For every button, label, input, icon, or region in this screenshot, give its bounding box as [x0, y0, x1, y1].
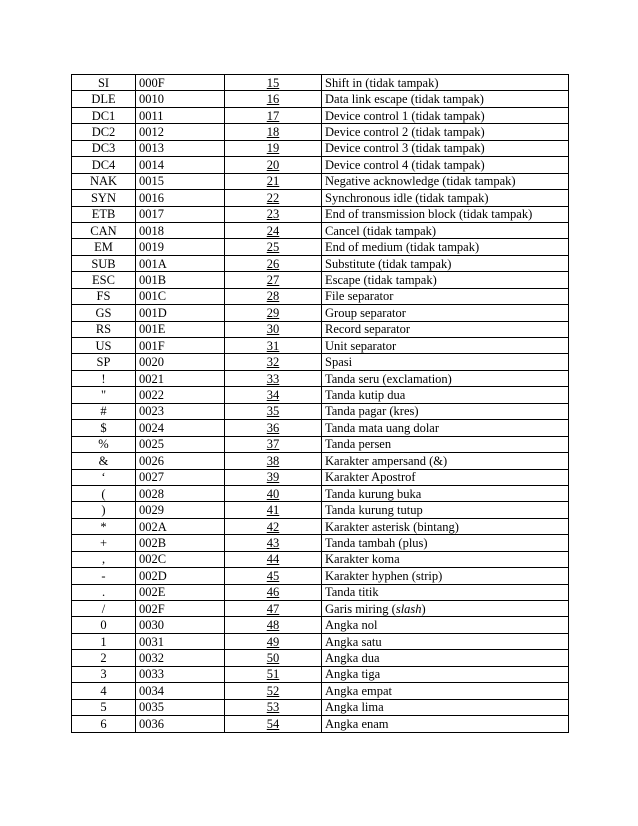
hex-code-cell: 0032 [136, 650, 225, 666]
description-text: Tanda titik [325, 585, 379, 600]
description-text: Synchronous idle (tidak tampak) [325, 190, 489, 205]
hex-code-cell: 0035 [136, 699, 225, 715]
table-row [72, 206, 569, 222]
description-cell [322, 699, 569, 715]
hex-code-cell: 0034 [136, 683, 225, 699]
description-italic-text: slash [395, 601, 422, 616]
description-text: Karakter koma [325, 552, 400, 567]
table-row [72, 387, 569, 403]
description-cell [322, 91, 569, 107]
table-row [72, 173, 569, 189]
description-text: Angka satu [325, 634, 382, 649]
description-text: Device control 1 (tidak tampak) [325, 108, 485, 123]
decimal-code-cell: 48 [225, 617, 322, 633]
table-row [72, 453, 569, 469]
description-text: Tanda tambah (plus) [325, 535, 428, 550]
hex-code-cell: 0011 [136, 107, 225, 123]
symbol-cell: & [72, 453, 136, 469]
hex-code-cell: 0025 [136, 436, 225, 452]
description-cell [322, 321, 569, 337]
hex-code-cell: 0033 [136, 666, 225, 682]
description-cell [322, 650, 569, 666]
table-row [72, 584, 569, 600]
description-cell [322, 666, 569, 682]
symbol-cell: + [72, 535, 136, 551]
description-text: Negative acknowledge (tidak tampak) [325, 174, 516, 189]
decimal-code-cell: 46 [225, 584, 322, 600]
table-row [72, 338, 569, 354]
description-cell [322, 157, 569, 173]
symbol-cell: US [72, 338, 136, 354]
symbol-cell: / [72, 601, 136, 617]
description-text: Cancel (tidak tampak) [325, 223, 437, 238]
decimal-code-cell: 20 [225, 157, 322, 173]
symbol-cell: 1 [72, 633, 136, 649]
description-cell [322, 469, 569, 485]
table-row [72, 305, 569, 321]
description-text: ) [421, 601, 426, 616]
hex-code-cell: 0022 [136, 387, 225, 403]
decimal-code-cell: 49 [225, 633, 322, 649]
symbol-cell: $ [72, 420, 136, 436]
symbol-cell: ! [72, 370, 136, 386]
description-cell [322, 568, 569, 584]
description-cell [322, 140, 569, 156]
hex-code-cell: 002E [136, 584, 225, 600]
description-text: End of medium (tidak tampak) [325, 240, 480, 255]
description-text: Data link escape (tidak tampak) [325, 92, 484, 107]
symbol-cell: 0 [72, 617, 136, 633]
symbol-cell: * [72, 518, 136, 534]
description-cell [322, 206, 569, 222]
description-cell [322, 683, 569, 699]
table-row [72, 354, 569, 370]
description-cell [322, 107, 569, 123]
description-cell [322, 601, 569, 617]
symbol-cell: ) [72, 502, 136, 518]
symbol-cell: SUB [72, 255, 136, 271]
symbol-cell: DLE [72, 91, 136, 107]
description-cell [322, 403, 569, 419]
hex-code-cell: 002A [136, 518, 225, 534]
decimal-code-cell: 23 [225, 206, 322, 222]
description-text: Tanda mata uang dolar [325, 420, 440, 435]
table-row [72, 666, 569, 682]
table-body [72, 75, 569, 733]
decimal-code-cell: 16 [225, 91, 322, 107]
ascii-character-table [71, 74, 569, 733]
decimal-code-cell: 18 [225, 124, 322, 140]
description-cell [322, 173, 569, 189]
table-row [72, 518, 569, 534]
symbol-cell: DC2 [72, 124, 136, 140]
description-text: Unit separator [325, 338, 397, 353]
decimal-code-cell: 15 [225, 75, 322, 91]
symbol-cell: GS [72, 305, 136, 321]
hex-code-cell: 0010 [136, 91, 225, 107]
decimal-code-cell: 47 [225, 601, 322, 617]
hex-code-cell: 0027 [136, 469, 225, 485]
hex-code-cell: 0021 [136, 370, 225, 386]
hex-code-cell: 001E [136, 321, 225, 337]
decimal-code-cell: 36 [225, 420, 322, 436]
symbol-cell: DC3 [72, 140, 136, 156]
table-row [72, 288, 569, 304]
description-text: Angka enam [325, 716, 389, 731]
table-row [72, 568, 569, 584]
table-row [72, 633, 569, 649]
description-cell [322, 535, 569, 551]
symbol-cell: DC4 [72, 157, 136, 173]
description-text: Angka lima [325, 700, 384, 715]
hex-code-cell: 000F [136, 75, 225, 91]
table-row [72, 239, 569, 255]
description-text: Group separator [325, 305, 406, 320]
description-text: Escape (tidak tampak) [325, 272, 437, 287]
hex-code-cell: 002D [136, 568, 225, 584]
hex-code-cell: 0023 [136, 403, 225, 419]
description-cell [322, 633, 569, 649]
description-cell [322, 716, 569, 732]
symbol-cell: 5 [72, 699, 136, 715]
decimal-code-cell: 50 [225, 650, 322, 666]
description-cell [322, 420, 569, 436]
table-row [72, 436, 569, 452]
description-cell [322, 354, 569, 370]
hex-code-cell: 002C [136, 551, 225, 567]
table-row [72, 601, 569, 617]
description-text: Tanda persen [325, 437, 392, 452]
hex-code-cell: 0015 [136, 173, 225, 189]
decimal-code-cell: 32 [225, 354, 322, 370]
table-row [72, 420, 569, 436]
symbol-cell: RS [72, 321, 136, 337]
table-row [72, 469, 569, 485]
description-cell [322, 453, 569, 469]
symbol-cell: # [72, 403, 136, 419]
hex-code-cell: 0018 [136, 222, 225, 238]
hex-code-cell: 0013 [136, 140, 225, 156]
table-row [72, 124, 569, 140]
symbol-cell: - [72, 568, 136, 584]
symbol-cell: , [72, 551, 136, 567]
description-cell [322, 255, 569, 271]
hex-code-cell: 0024 [136, 420, 225, 436]
decimal-code-cell: 21 [225, 173, 322, 189]
table-row [72, 222, 569, 238]
description-cell [322, 551, 569, 567]
decimal-code-cell: 25 [225, 239, 322, 255]
symbol-cell: % [72, 436, 136, 452]
description-text: Shift in (tidak tampak) [325, 75, 439, 90]
description-text: File separator [325, 289, 394, 304]
symbol-cell: SI [72, 75, 136, 91]
decimal-code-cell: 40 [225, 485, 322, 501]
decimal-code-cell: 45 [225, 568, 322, 584]
decimal-code-cell: 33 [225, 370, 322, 386]
description-text: Angka nol [325, 618, 378, 633]
description-text: Tanda seru (exclamation) [325, 371, 452, 386]
symbol-cell: DC1 [72, 107, 136, 123]
description-cell [322, 239, 569, 255]
decimal-code-cell: 19 [225, 140, 322, 156]
decimal-code-cell: 51 [225, 666, 322, 682]
table-row [72, 551, 569, 567]
symbol-cell: ESC [72, 272, 136, 288]
description-text: Karakter asterisk (bintang) [325, 519, 459, 534]
symbol-cell: NAK [72, 173, 136, 189]
decimal-code-cell: 44 [225, 551, 322, 567]
decimal-code-cell: 38 [225, 453, 322, 469]
decimal-code-cell: 17 [225, 107, 322, 123]
description-cell [322, 272, 569, 288]
symbol-cell: 3 [72, 666, 136, 682]
decimal-code-cell: 26 [225, 255, 322, 271]
decimal-code-cell: 29 [225, 305, 322, 321]
decimal-code-cell: 22 [225, 190, 322, 206]
table-row [72, 403, 569, 419]
hex-code-cell: 001A [136, 255, 225, 271]
symbol-cell: ‘ [72, 469, 136, 485]
table-row [72, 272, 569, 288]
table-row [72, 190, 569, 206]
decimal-code-cell: 28 [225, 288, 322, 304]
hex-code-cell: 0028 [136, 485, 225, 501]
description-text: Angka tiga [325, 667, 381, 682]
symbol-cell: SP [72, 354, 136, 370]
table-row [72, 699, 569, 715]
description-cell [322, 190, 569, 206]
table-row [72, 140, 569, 156]
description-cell [322, 124, 569, 140]
decimal-code-cell: 35 [225, 403, 322, 419]
symbol-cell: . [72, 584, 136, 600]
hex-code-cell: 0019 [136, 239, 225, 255]
table-row [72, 617, 569, 633]
description-cell [322, 288, 569, 304]
hex-code-cell: 0036 [136, 716, 225, 732]
table-row [72, 485, 569, 501]
description-text: Tanda kurung buka [325, 486, 422, 501]
hex-code-cell: 001D [136, 305, 225, 321]
decimal-code-cell: 43 [225, 535, 322, 551]
description-cell [322, 436, 569, 452]
decimal-code-cell: 54 [225, 716, 322, 732]
description-text: Karakter hyphen (strip) [325, 568, 443, 583]
table-row [72, 91, 569, 107]
description-text: Substitute (tidak tampak) [325, 256, 452, 271]
hex-code-cell: 001F [136, 338, 225, 354]
table-row [72, 716, 569, 732]
decimal-code-cell: 31 [225, 338, 322, 354]
description-cell [322, 502, 569, 518]
table-row [72, 650, 569, 666]
description-cell [322, 387, 569, 403]
decimal-code-cell: 27 [225, 272, 322, 288]
symbol-cell: EM [72, 239, 136, 255]
table-row [72, 157, 569, 173]
decimal-code-cell: 42 [225, 518, 322, 534]
table-row [72, 75, 569, 91]
hex-code-cell: 0014 [136, 157, 225, 173]
decimal-code-cell: 30 [225, 321, 322, 337]
symbol-cell: FS [72, 288, 136, 304]
hex-code-cell: 0016 [136, 190, 225, 206]
description-cell [322, 617, 569, 633]
hex-code-cell: 0012 [136, 124, 225, 140]
decimal-code-cell: 52 [225, 683, 322, 699]
symbol-cell: " [72, 387, 136, 403]
hex-code-cell: 0020 [136, 354, 225, 370]
decimal-code-cell: 39 [225, 469, 322, 485]
decimal-code-cell: 24 [225, 222, 322, 238]
hex-code-cell: 0029 [136, 502, 225, 518]
hex-code-cell: 001B [136, 272, 225, 288]
description-cell [322, 485, 569, 501]
description-text: Record separator [325, 322, 411, 337]
hex-code-cell: 0030 [136, 617, 225, 633]
symbol-cell: 4 [72, 683, 136, 699]
description-cell [322, 584, 569, 600]
description-cell [322, 518, 569, 534]
table-row [72, 502, 569, 518]
hex-code-cell: 001C [136, 288, 225, 304]
description-cell [322, 370, 569, 386]
description-text: Device control 2 (tidak tampak) [325, 125, 485, 140]
table-row [72, 683, 569, 699]
hex-code-cell: 002B [136, 535, 225, 551]
symbol-cell: CAN [72, 222, 136, 238]
table-row [72, 255, 569, 271]
table-row [72, 321, 569, 337]
table-row [72, 535, 569, 551]
symbol-cell: 6 [72, 716, 136, 732]
description-text: Spasi [325, 355, 353, 370]
symbol-cell: ( [72, 485, 136, 501]
hex-code-cell: 0026 [136, 453, 225, 469]
description-text: End of transmission block (tidak tampak) [325, 207, 533, 222]
description-text: Tanda pagar (kres) [325, 404, 419, 419]
description-text: Device control 3 (tidak tampak) [325, 141, 485, 156]
description-text: Angka dua [325, 651, 380, 666]
symbol-cell: SYN [72, 190, 136, 206]
table-row [72, 107, 569, 123]
description-text: Tanda kutip dua [325, 388, 406, 403]
description-text: Garis miring ( [325, 601, 396, 616]
decimal-code-cell: 34 [225, 387, 322, 403]
decimal-code-cell: 41 [225, 502, 322, 518]
description-cell [322, 75, 569, 91]
description-text: Tanda kurung tutup [325, 503, 423, 518]
symbol-cell: ETB [72, 206, 136, 222]
hex-code-cell: 002F [136, 601, 225, 617]
decimal-code-cell: 53 [225, 699, 322, 715]
description-cell [322, 338, 569, 354]
hex-code-cell: 0031 [136, 633, 225, 649]
description-text: Karakter ampersand (&) [325, 453, 448, 468]
table-row [72, 370, 569, 386]
description-text: Device control 4 (tidak tampak) [325, 157, 485, 172]
description-text: Karakter Apostrof [325, 470, 416, 485]
symbol-cell: 2 [72, 650, 136, 666]
decimal-code-cell: 37 [225, 436, 322, 452]
description-cell [322, 305, 569, 321]
description-cell [322, 222, 569, 238]
description-text: Angka empat [325, 683, 392, 698]
hex-code-cell: 0017 [136, 206, 225, 222]
